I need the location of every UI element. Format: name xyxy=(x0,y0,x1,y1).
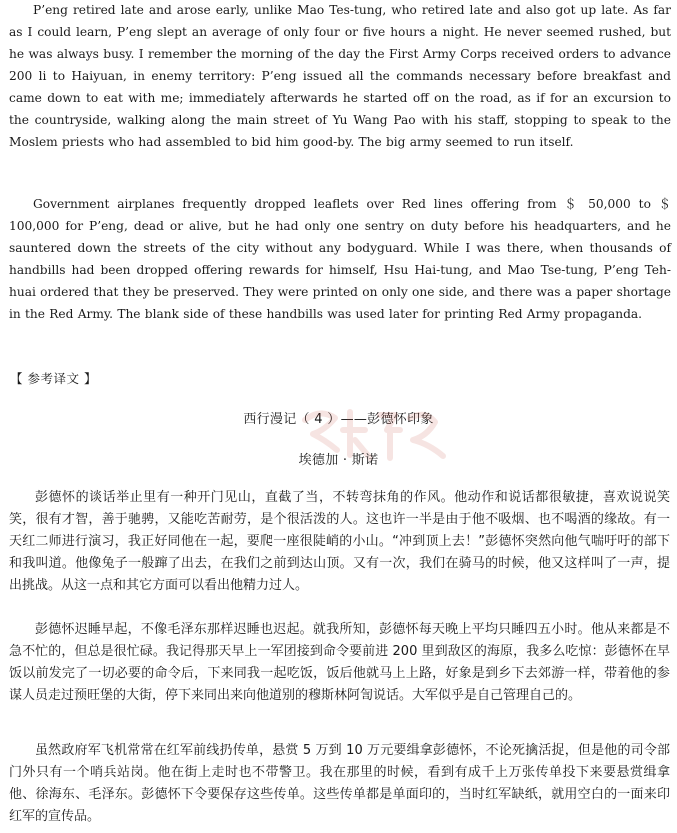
english-paragraph-1: P’eng retired late and arose early, unlike Mao Tes-tung, who retired late and also got up late. As far as I could learn, P’eng slept an average of only four or five hours a night. He never seemed rushed, but he was always busy. I remember the morning of the day the First Army Corps received orders to advance 200 li to Haiyuan, in enemy territory: P’eng issued all the commands necessary before breakfast and came down to eat with me; immediately afterwards he started off on the road, as if for an excursion to the countryside, walking along the main street of Yu Wang Pao with his staff, stopping to speak to the Moslem priests who had assembled to bid him good-by. The big army seemed to run itself. xyxy=(9,3,671,149)
translation-paragraph-1: 彭德怀的谈话举止里有一种开门见山，直截了当，不转弯抹角的作风。他动作和说话都很敏捷，喜欢说说笑笑，很有才智，善于驰骋，又能吃苦耐劳，是个很活泼的人。这也许一半是由于他不吸烟、也不喝酒的缘故。有一天红二师进行演习，我正好同他在一起，要爬一座很陡峭的小山。“冲到顶上去！”彭德怀突然向他气喘吁吁的部下和我叫道。他像兔子一般蹿了出去，在我们之前到达山顶。又有一次，我们在骑马的时候，他又这样叫了一声，提出挑战。从这一点和其它方面可以看出他精力过人。 xyxy=(9,490,670,593)
translation-paragraph-3: 虽然政府军飞机常常在红军前线扔传单，悬赏 5 万到 10 万元要缉拿彭德怀，不论死擒活捉，但是他的司令部门外只有一个哨兵站岗。他在街上走时也不带警卫。我在那里的时候，看到有成千上万张传单投下来要悬赏缉拿他、徐海东、毛泽东。彭德怀下令要保存这些传单。这些传单都是单面印的，当时红军缺纸，就用空白的一面来印红军的宣传品。 xyxy=(9,743,670,824)
english-paragraph-2: Government airplanes frequently dropped leaflets over Red lines offering from ＄ 50,000 to ＄ 100,000 for P’eng, dead or alive, but he had only one sentry on duty before his headquarters, and he sauntered down the streets of the city without any bodyguard. While I was there, when thousands of handbills had been dropped offering rewards for himself, Hsu Hai-tung, and Mao Tse-tung, P’eng Teh-huai ordered that they be preserved. They were printed on only one side, and there was a paper shortage in the Red Army. The blank side of these handbills was used later for printing Red Army propaganda. xyxy=(9,197,671,321)
translation-paragraph-2: 彭德怀迟睡早起，不像毛泽东那样迟睡也迟起。就我所知，彭德怀每天晚上平均只睡四五小时。他从来都是不急不忙的，但总是很忙碌。我记得那天早上一军团接到命令要前进 200 里到敌区的海原，我多么吃惊：彭德怀在早饭以前发完了一切必要的命令后，下来同我一起吃饭，饭后他就马上上路，好象是到乡下去郊游一样，带着他的参谋人员走过预旺堡的大街，停下来同出来向他道别的穆斯林阿訇说话。大军似乎是自己管理自己的。 xyxy=(9,622,670,703)
translation-author: 埃德加 · 斯诺 xyxy=(298,453,379,468)
translation-title: 西行漫记（ 4 ）——彭德怀印象 xyxy=(243,412,434,427)
reference-translation-heading: 【 参考译文 】 xyxy=(10,371,97,386)
